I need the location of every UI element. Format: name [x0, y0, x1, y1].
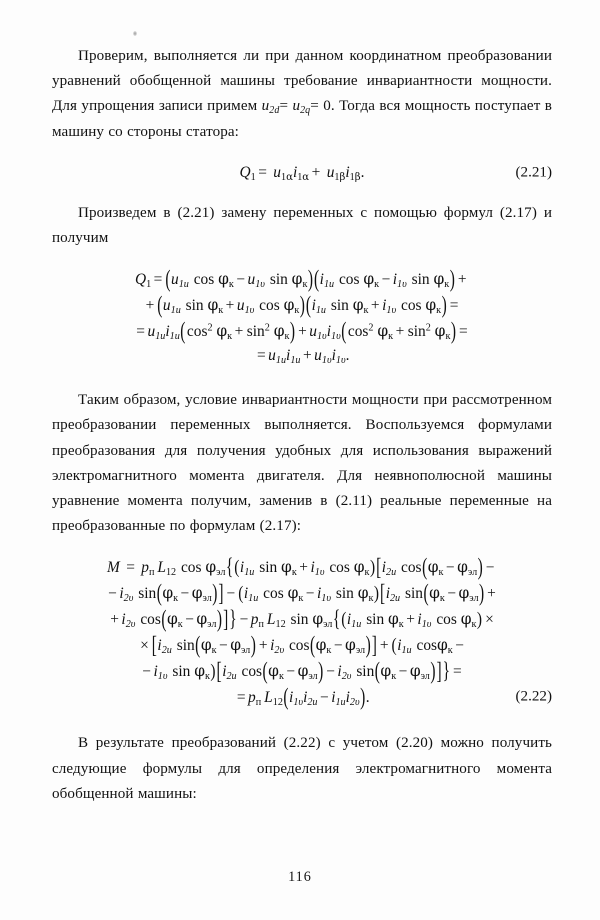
- equation-2-22-line-2: − $i_{2\upsilon}$ $\sin(\varphi_к - \varphi_{эл})] - (i_{1u}$ $\cos \varphi_к - i_{1\upsilon}$ $\sin \varphi_к)[i_{2u}$ $\sin(\varphi_к - \varphi_{эл})$ +: [108, 580, 496, 607]
- equation-number-2-21: (2.21): [515, 164, 552, 181]
- equation-2-22-line-5: − $i_{1\upsilon}$ $\sin \varphi_к)[i_{2u}$ $\cos(\varphi_к - \varphi_{эл}) - i_{2\upsilon}$ $\sin(\varphi_к - \varphi_{эл})$]} =: [142, 658, 462, 685]
- q1-derivation-line-2: + ($u_{1u}$ $\sin \varphi_к + u_{1\upsilon}$ $\cos \varphi_к)(i_{1u}$ $\sin \varphi_к + i_{1\upsilon}$ $\cos \varphi_к$) =: [145, 291, 459, 319]
- equation-2-22: [52, 554, 552, 710]
- equation-2-22-line-1: $M = p_п$ $L_{12}$ $\cos \varphi_{эл}\{(i_{1u}$ $\sin \varphi_к + i_{1\upsilon}$ $\cos \varphi_к)[i_{2u}$ $\cos(\varphi_к - \varphi_{эл})$ −: [107, 554, 495, 581]
- page-number: 116: [288, 869, 312, 885]
- equation-q1-derivation: [52, 266, 552, 367]
- paragraph-2: Произведем в (2.21) замену переменных с помощью формул (2.17) и получим: [52, 204, 552, 247]
- equation-2-22-line-3: + $i_{2\upsilon}$ $\cos(\varphi_к - \varphi_{эл})]\} - p_п$ $L_{12}$ $\sin \varphi_{эл}\{(i_{1u}$ $\sin \varphi_к + i_{1\upsilon}$ $\cos \varphi_к$) ×: [110, 606, 494, 633]
- q1-derivation-line-4: = $u_{1u}i_{1u} + u_{1\upsilon}i_{1\upsilon}$.: [256, 347, 350, 367]
- q1-derivation-line-1: $Q_1 = (u_{1u}$ $\cos \varphi_к - u_{1\upsilon}$ $\sin \varphi_к)(i_{1u}$ $\cos \varphi_к - i_{1\upsilon}$ $\sin \varphi_к$) +: [134, 265, 467, 293]
- equation-2-22-line-6: = $p_п$ $L_{12}(i_{1\upsilon}i_{2u} - i_{1u}i_{2\upsilon})$. (2.22): [236, 684, 552, 711]
- paragraph-4: В результате преобразований (2.22) с учетом (2.20) можно получить следующие формулы для определения электромагнитного момента обобщенной машины:: [52, 735, 552, 802]
- equation-2-21: [52, 160, 552, 186]
- equation-number-2-22: (2.22): [515, 689, 552, 706]
- equation-2-22-line-4: × [$i_{2u}$ $\sin(\varphi_к - \varphi_{эл}) + i_{2\upsilon}$ $\cos(\varphi_к - \varphi_{эл})] + (i_{1u}$ cosφ$_к$ −: [140, 632, 464, 659]
- scan-artifact-speck: [133, 31, 137, 36]
- page-text-column: [52, 44, 552, 807]
- equation-2-21-body: $Q_1 = u_{1\alpha}i_{1\alpha} + u_{1\beta}i_{1\beta}$. (2.21): [239, 164, 552, 184]
- q1-derivation-line-3: = $u_{1u}i_{1u}(\cos^2$ $\varphi_к + \sin^2 \varphi_к) + u_{1\upsilon}i_{1\upsilon}(\cos^2$ $\varphi_к + \sin^2 \varphi_к$) =: [136, 317, 468, 345]
- paragraph-1: Проверим, выполняется ли при данном координатном преобразовании уравнений обобщенной машины требование инвариантности мощности. Для упрощения записи примем $u_{2d}= u_{2q}= 0$. Тогда вся мощность поступает в машину со стороны статора:: [52, 48, 552, 140]
- paragraph-3: Таким образом, условие инвариантности мощности при рассмотренном преобразовании переменных выполняется. Воспользуемся формулами преобразования для получения удобных для использования выражений электромагнитного момента двигателя. Для неявнополюсной машины уравнение момента получим, заменив в (2.11) реальные переменные на преобразованные по формулам (2.17):: [52, 392, 552, 535]
